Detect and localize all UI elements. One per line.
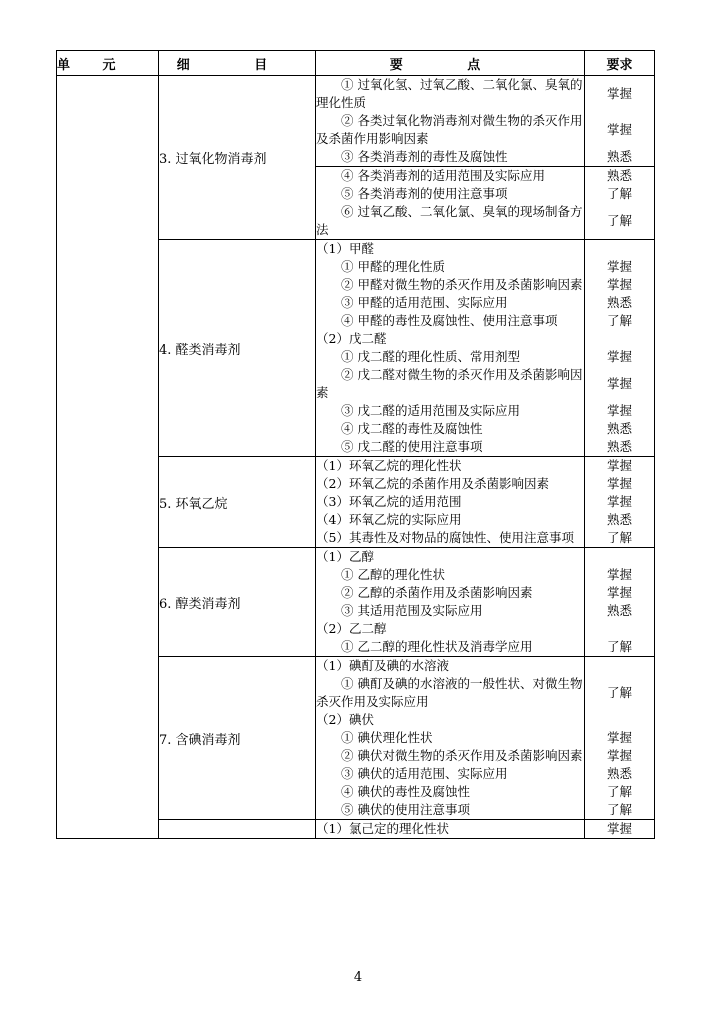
point-line: ② 甲醛对微生物的杀灭作用及杀菌影响因素 xyxy=(341,277,583,292)
header-requirement: 要求 xyxy=(585,51,655,76)
requirement-level: 掌握 xyxy=(606,277,632,292)
requirement-level xyxy=(585,657,654,675)
point-line: ⑥ 过氧乙酸、二氧化氯、臭氧的现场制备方法 xyxy=(316,204,583,237)
point-line: ④ 碘伏的毒性及腐蚀性 xyxy=(341,784,470,799)
point-line: ③ 戊二醛的适用范围及实际应用 xyxy=(341,403,520,418)
point-line: ① 甲醛的理化性质 xyxy=(341,259,445,274)
point-line: ⑤ 戊二醛的使用注意事项 xyxy=(341,439,483,454)
point-line: ③ 甲醛的适用范围、实际应用 xyxy=(341,295,508,310)
point-line: ① 乙二醇的理化性状及消毒学应用 xyxy=(341,639,533,654)
requirement-level xyxy=(585,240,654,258)
requirement-level: 了解 xyxy=(606,639,632,654)
requirement-level: 掌握 xyxy=(606,259,632,274)
requirement-level xyxy=(585,330,654,348)
point-line: （3）环氧乙烷的适用范围 xyxy=(316,494,462,509)
point-line: ⑤ 各类消毒剂的使用注意事项 xyxy=(341,186,508,201)
points-cell xyxy=(316,76,585,167)
requirement-level: 掌握 xyxy=(606,458,632,473)
page-number: 4 xyxy=(353,970,363,985)
requirement-cell xyxy=(585,457,655,548)
point-line: （2）环氧乙烷的杀菌作用及杀菌影响因素 xyxy=(316,476,549,491)
points-cell xyxy=(316,457,585,548)
requirement-level: 掌握 xyxy=(606,376,632,391)
requirement-cell xyxy=(585,76,655,167)
requirement-level: 掌握 xyxy=(606,86,632,101)
header-unit: 单 元 xyxy=(57,51,159,76)
point-line: ② 戊二醛对微生物的杀灭作用及杀菌影响因素 xyxy=(316,367,583,400)
points-cell xyxy=(316,820,585,839)
point-line: （1）乙醇 xyxy=(316,549,374,564)
subitem-cell: 5. 环氧乙烷 xyxy=(159,457,316,548)
requirement-level xyxy=(585,548,654,566)
requirement-level: 熟悉 xyxy=(606,421,632,436)
requirement-level: 熟悉 xyxy=(606,168,632,183)
requirement-level: 熟悉 xyxy=(606,439,632,454)
requirement-level: 了解 xyxy=(606,685,632,700)
point-line: （4）环氧乙烷的实际应用 xyxy=(316,512,462,527)
subitem-cell: 6. 醇类消毒剂 xyxy=(159,548,316,657)
requirement-level: 掌握 xyxy=(606,585,632,600)
point-line: ① 过氧化氢、过氧乙酸、二氧化氯、臭氧的理化性质 xyxy=(316,77,583,110)
requirement-level: 了解 xyxy=(606,530,632,545)
point-line: ① 乙醇的理化性状 xyxy=(341,567,445,582)
requirement-level: 掌握 xyxy=(606,730,632,745)
requirement-cell xyxy=(585,240,655,457)
header-subitem: 细 目 xyxy=(159,51,316,76)
header-row xyxy=(57,51,655,76)
subitem-cell xyxy=(159,820,316,839)
point-line: ① 碘伏理化性状 xyxy=(341,730,433,745)
requirement-level: 了解 xyxy=(606,213,632,228)
point-line: （5）其毒性及对物品的腐蚀性、使用注意事项 xyxy=(316,530,574,545)
requirement-cell xyxy=(585,820,655,839)
point-line: （1）碘酊及碘的水溶液 xyxy=(316,658,449,673)
requirement-level: 熟悉 xyxy=(606,149,632,164)
unit-cell xyxy=(57,76,159,839)
point-line: （1）甲醛 xyxy=(316,241,374,256)
points-cell xyxy=(316,240,585,457)
requirement-cell xyxy=(585,167,655,240)
requirement-level: 熟悉 xyxy=(606,603,632,618)
points-cell xyxy=(316,167,585,240)
points-cell xyxy=(316,548,585,657)
requirement-level: 掌握 xyxy=(606,349,632,364)
requirement-level: 了解 xyxy=(606,186,632,201)
point-line: ③ 碘伏的适用范围、实际应用 xyxy=(341,766,508,781)
requirement-level xyxy=(585,620,654,638)
requirement-level: 熟悉 xyxy=(606,512,632,527)
points-cell xyxy=(316,657,585,820)
table-row xyxy=(57,76,655,167)
point-line: （1）环氧乙烷的理化性状 xyxy=(316,458,462,473)
point-line: （2）戊二醛 xyxy=(316,331,387,346)
requirement-level: 掌握 xyxy=(606,122,632,137)
requirement-level: 掌握 xyxy=(606,494,632,509)
point-line: （1）氯己定的理化性状 xyxy=(316,821,449,836)
point-line: ② 乙醇的杀菌作用及杀菌影响因素 xyxy=(341,585,533,600)
point-line: ④ 甲醛的毒性及腐蚀性、使用注意事项 xyxy=(341,313,558,328)
subitem-cell: 7. 含碘消毒剂 xyxy=(159,657,316,820)
requirement-cell xyxy=(585,548,655,657)
point-line: ① 碘酊及碘的水溶液的一般性状、对微生物杀灭作用及实际应用 xyxy=(316,676,583,709)
requirement-level: 掌握 xyxy=(606,476,632,491)
point-line: ② 碘伏对微生物的杀灭作用及杀菌影响因素 xyxy=(341,748,583,763)
requirement-cell xyxy=(585,657,655,820)
header-points: 要 点 xyxy=(316,51,585,76)
point-line: ④ 戊二醛的毒性及腐蚀性 xyxy=(341,421,483,436)
point-line: （2）碘伏 xyxy=(316,712,374,727)
point-line: ③ 各类消毒剂的毒性及腐蚀性 xyxy=(341,149,508,164)
subitem-cell: 3. 过氧化物消毒剂 xyxy=(159,76,316,240)
point-line: （2）乙二醇 xyxy=(316,621,387,636)
requirement-level: 了解 xyxy=(606,784,632,799)
syllabus-table xyxy=(56,50,655,839)
point-line: ④ 各类消毒剂的适用范围及实际应用 xyxy=(341,168,545,183)
requirement-level: 掌握 xyxy=(606,748,632,763)
subitem-cell: 4. 醛类消毒剂 xyxy=(159,240,316,457)
point-line: ① 戊二醛的理化性质、常用剂型 xyxy=(341,349,520,364)
point-line: ⑤ 碘伏的使用注意事项 xyxy=(341,802,470,817)
requirement-level xyxy=(585,711,654,729)
requirement-level: 掌握 xyxy=(606,821,632,836)
requirement-level: 熟悉 xyxy=(606,766,632,781)
requirement-level: 熟悉 xyxy=(606,295,632,310)
requirement-level: 掌握 xyxy=(606,567,632,582)
point-line: ② 各类过氧化物消毒剂对微生物的杀灭作用及杀菌作用影响因素 xyxy=(316,113,583,146)
requirement-level: 掌握 xyxy=(606,403,632,418)
requirement-level: 了解 xyxy=(606,313,632,328)
point-line: ③ 其适用范围及实际应用 xyxy=(341,603,483,618)
requirement-level: 了解 xyxy=(606,802,632,817)
